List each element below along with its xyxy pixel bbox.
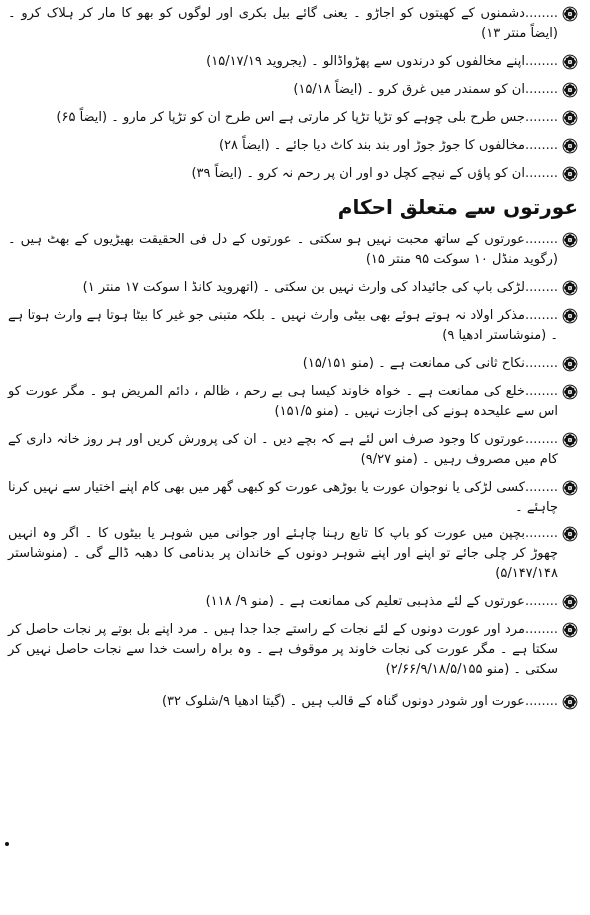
item-text: مخالفوں کا جوڑ جوڑ اور بند بند کاٹ دیا جائے ۔ (ایضاً ۲۸) [218, 138, 525, 153]
flower-bullet-icon [558, 108, 582, 128]
list-item [8, 620, 582, 680]
flower-bullet-icon [558, 524, 582, 544]
list-item [8, 278, 582, 298]
item-text: ان کو سمندر میں غرق کرو ۔ (ایضاً ۱۵/۱۸) [293, 82, 525, 97]
item-text: مرد اور عورت دونوں کے لئے نجات کے راستے جدا جدا ہیں ۔ مرد اپنے بل بوتے پر نجات حاصل کر سکتا ہے ۔ مگر عورت کی نجات خاوند پر موقوف ہے ۔ وہ براہ راست خدا سے نجات حاصل نہیں کر سکتی ۔ (منو ۲/۶۶/۹/۱۸/۵/۱۵۵) [8, 622, 558, 677]
flower-bullet-icon [558, 430, 582, 450]
leader-dots: ........ [524, 138, 558, 153]
margin-dot [5, 842, 9, 846]
item-text: عورتوں کے لئے مذہبی تعلیم کی ممانعت ہے ۔ (منو ۹/ ۱۱۸) [205, 594, 525, 609]
flower-bullet-icon [558, 136, 582, 156]
list-item [8, 354, 582, 374]
list-item [8, 164, 582, 184]
item-text: عورتوں کے ساتھ محبت نہیں ہو سکتی ۔ عورتوں کے دل فی الحقیقت بھیڑیوں کے بھٹ ہیں ۔ (رگوید منڈل ۱۰ سوکت ۹۵ منتر ۱۵) [8, 232, 558, 267]
list-item [8, 108, 582, 128]
leader-dots: ........ [524, 232, 558, 247]
list-item [8, 52, 582, 72]
list-item [8, 382, 582, 422]
item-text: جس طرح بلی چوہے کو تڑپا تڑپا کر مارتی ہے اس طرح ان کو تڑپا کر مارو ۔ (ایضاً ۶۵) [56, 110, 525, 125]
item-text: عورت اور شودر دونوں گناہ کے قالب ہیں ۔ (گیتا ادھیا ۹/شلوک ۳۲) [161, 694, 525, 709]
leader-dots: ........ [524, 526, 558, 541]
list-item [8, 136, 582, 156]
leader-dots: ........ [524, 432, 558, 447]
item-text: لڑکی باپ کی جائیداد کی وارث نہیں بن سکتی ۔ (اتھروید کانڈ ا سوکت ۱۷ منتر ۱) [82, 280, 525, 295]
leader-dots: ........ [524, 622, 558, 637]
leader-dots: ........ [524, 110, 558, 125]
flower-bullet-icon [558, 354, 582, 374]
leader-dots: ........ [524, 280, 558, 295]
item-text: ان کو پاؤں کے نیچے کچل دو اور ان پر رحم نہ کرو ۔ (ایضاً ۳۹) [191, 166, 525, 181]
item-text: کسی لڑکی یا نوجوان عورت یا بوڑھی عورت کو کبھی گھر میں بھی کام اپنے اختیار سے نہیں کرنا چاہئے ۔ [8, 480, 558, 515]
flower-bullet-icon [558, 230, 582, 250]
flower-bullet-icon [558, 620, 582, 640]
leader-dots: ........ [524, 356, 558, 371]
list-item [8, 430, 582, 470]
flower-bullet-icon [558, 52, 582, 72]
leader-dots: ........ [524, 308, 558, 323]
item-text: عورتوں کا وجود صرف اس لئے ہے کہ بچے دیں ۔ ان کی پرورش کریں اور ہر روز خانہ داری کے کام میں مصروف رہیں ۔ (منو ۹/۲۷) [8, 432, 558, 467]
leader-dots: ........ [524, 166, 558, 181]
item-text: دشمنوں کے کھیتوں کو اجاڑو ۔ یعنی گائے بیل بکری اور لوگوں کو بھو کا مار کر ہلاک کرو ۔ (ایضاً منتر ۱۳) [8, 6, 558, 41]
list-item [8, 4, 582, 44]
flower-bullet-icon [558, 164, 582, 184]
flower-bullet-icon [558, 306, 582, 326]
section-heading: عورتوں سے متعلق احکام [337, 195, 578, 219]
list-item [8, 306, 582, 346]
flower-bullet-icon [558, 278, 582, 298]
item-text: خلع کی ممانعت ہے ۔ خواہ خاوند کیسا ہی بے رحم ، ظالم ، دائم المریض ہو ۔ مگر عورت کو اس سے علیحدہ ہونے کی اجازت نہیں ۔ (منو ۱۵۱/۵) [8, 384, 558, 419]
leader-dots: ........ [524, 594, 558, 609]
leader-dots: ........ [524, 384, 558, 399]
leader-dots: ........ [524, 82, 558, 97]
flower-bullet-icon [558, 4, 582, 24]
flower-bullet-icon [558, 80, 582, 100]
flower-bullet-icon [558, 592, 582, 612]
leader-dots: ........ [524, 694, 558, 709]
flower-bullet-icon [558, 478, 582, 498]
item-text: نکاح ثانی کی ممانعت ہے ۔ (منو ۱۵/۱۵۱) [302, 356, 525, 371]
list-item [8, 80, 582, 100]
item-text: اپنے مخالفوں کو درندوں سے پھڑواڈالو ۔ (یجروید ۱۵/۱۷/۱۹) [206, 54, 525, 69]
item-text: مذکر اولاد نہ ہوتے ہوئے بھی بیٹی وارث نہیں ۔ بلکہ متبنی جو غیر کا بیٹا ہوتا ہے وارث ہوتا ہے ۔ (منوشاستر ادھیا ۹) [8, 308, 558, 343]
item-text: بچپن میں عورت کو باپ کا تابع رہنا چاہئے اور جوانی میں شوہر یا بیٹوں کا ۔ اگر وہ انہیں چھوڑ کر چلی جائے تو اپنے اور اپنے شوہر دونوں کے خاندان پر بدنامی کا دھبہ ڈالے گی ۔ (منوشاستر ۵/۱۴۷/۱۴۸) [8, 526, 558, 581]
flower-bullet-icon [558, 382, 582, 402]
list-item [8, 524, 582, 584]
list-item [8, 230, 582, 270]
list-item [8, 478, 582, 518]
list-item [8, 692, 582, 712]
flower-bullet-icon [558, 692, 582, 712]
leader-dots: ........ [524, 6, 558, 21]
leader-dots: ........ [524, 480, 558, 495]
list-item [8, 592, 582, 612]
leader-dots: ........ [524, 54, 558, 69]
